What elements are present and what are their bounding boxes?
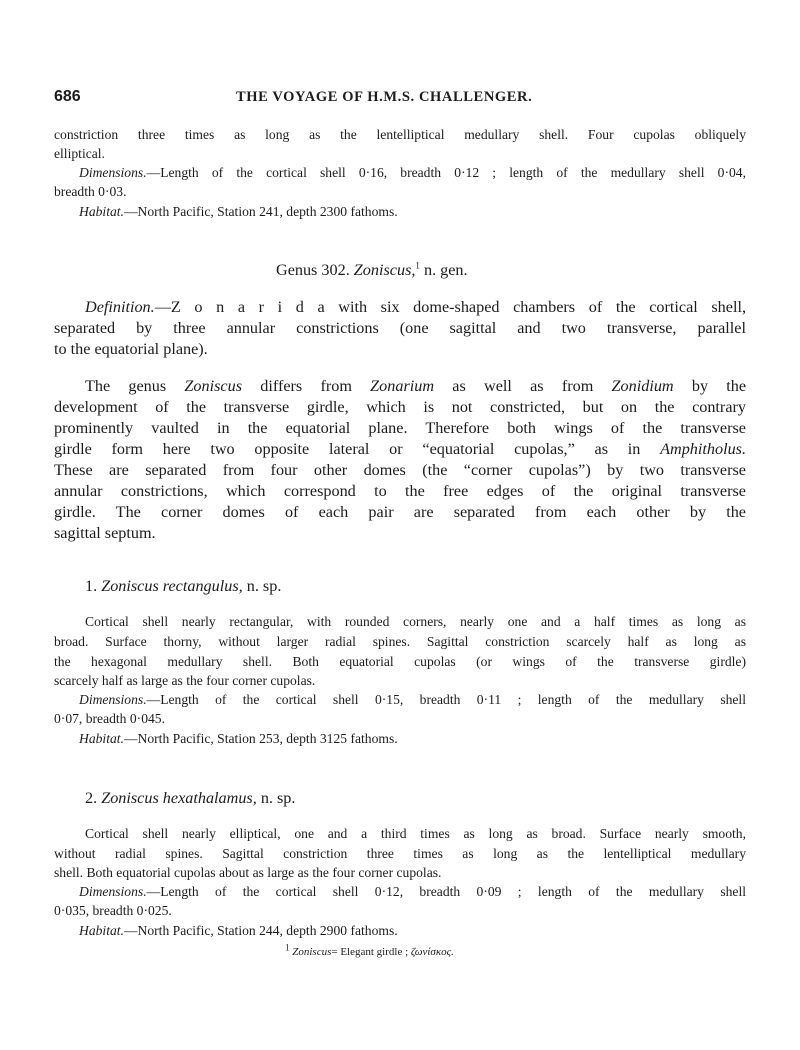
species-name: Zoniscus rectangulus,: [101, 577, 243, 595]
text-run: by the: [691, 377, 747, 395]
dimensions-text: —Length of the cortical shell 0·12, breadth 0·09 ; length of the medullary shell: [146, 884, 746, 899]
genus-paragraph-line-4: [54, 439, 746, 460]
taxon-zoniscus: Zoniscus: [184, 377, 242, 395]
genus-suffix: n. gen.: [423, 261, 468, 279]
definition-text: —Z o n a r i d a with six dome-shaped chambers of the cortical shell,: [154, 298, 746, 316]
running-title: THE VOYAGE OF H.M.S. CHALLENGER.: [236, 89, 533, 105]
text-run: as well as from: [452, 377, 594, 395]
taxon-zonarium: Zonarium: [370, 377, 435, 395]
taxon-zonidium: Zonidium: [611, 377, 674, 395]
species-number: 1.: [85, 577, 98, 595]
habitat-text: —North Pacific, Station 253, depth 3125 fathoms.: [123, 731, 398, 746]
genus-paragraph-line-1: [54, 376, 746, 397]
species-suffix: n. sp.: [246, 577, 282, 595]
footnote-term: Zoniscus: [292, 946, 332, 958]
carryover-dimensions-line-2: breadth 0·03.: [54, 184, 127, 199]
dimensions-label: Dimensions.: [79, 165, 147, 180]
species-number: 2.: [85, 789, 98, 807]
dimensions-label: Dimensions.: [79, 692, 147, 707]
species-2-line-2: without radial spines. Sagittal constriction three times as long as the lentelliptical medullary: [54, 846, 746, 861]
genus-paragraph-line-5: These are separated from four other domes (the “corner cupolas”) by two transverse: [54, 461, 746, 479]
dimensions-text: —Length of the cortical shell 0·16, breadth 0·12 ; length of the medullary shell 0·04,: [146, 165, 746, 180]
page-number: 686: [54, 88, 81, 105]
species-1-dimensions-line-1: [54, 690, 746, 709]
carryover-line-2: elliptical.: [54, 146, 105, 161]
genus-name: Zoniscus,: [353, 261, 416, 279]
text-run: differs from: [260, 377, 352, 395]
text-run: The genus: [85, 377, 167, 395]
species-2-line-1: Cortical shell nearly elliptical, one and a third times as long as broad. Surface nearly smooth,: [85, 826, 746, 841]
taxon-amphitholus: Amphitholus.: [660, 440, 747, 458]
footnote-marker: 1: [415, 260, 420, 271]
habitat-label: Habitat.: [79, 731, 124, 746]
species-1-line-2: broad. Surface thorny, without larger radial spines. Sagittal constriction scarcely half as long as: [54, 634, 746, 649]
habitat-label: Habitat.: [79, 923, 124, 938]
species-1-habitat: [54, 729, 746, 748]
carryover-dimensions-line-1: [54, 163, 746, 182]
definition-line-3: to the equatorial plane).: [54, 340, 208, 358]
species-2-line-3: shell. Both equatorial cupolas about as large as the four corner cupolas.: [54, 865, 442, 880]
species-2-habitat: [54, 921, 746, 940]
habitat-text: —North Pacific, Station 241, depth 2300 fathoms.: [123, 204, 398, 219]
genus-paragraph-line-7: girdle. The corner domes of each pair are separated from each other by the: [54, 503, 746, 521]
carryover-line-1: constriction three times as long as the lentelliptical medullary shell. Four cupolas obliquely: [54, 127, 746, 142]
genus-heading: [276, 260, 576, 281]
footnote: [285, 942, 454, 958]
species-1-dimensions-line-2: 0·07, breadth 0·045.: [54, 711, 165, 726]
footnote-text: = Elegant girdle ;: [331, 946, 409, 958]
dimensions-text: —Length of the cortical shell 0·15, breadth 0·11 ; length of the medullary shell: [146, 692, 746, 707]
genus-paragraph-line-6: annular constrictions, which correspond to the free edges of the original transverse: [54, 482, 746, 500]
dimensions-label: Dimensions.: [79, 884, 147, 899]
habitat-text: —North Pacific, Station 244, depth 2900 fathoms.: [123, 923, 398, 938]
carryover-habitat: [54, 202, 746, 221]
definition-label: Definition.: [85, 298, 155, 316]
species-2-heading: [85, 788, 295, 809]
genus-prefix: Genus 302.: [276, 261, 350, 279]
genus-paragraph-line-3: prominently vaulted in the equatorial plane. Therefore both wings of the transverse: [54, 419, 746, 437]
species-suffix: n. sp.: [260, 789, 296, 807]
footnote-greek: ζωνίσκος.: [410, 946, 454, 958]
species-name: Zoniscus hexathalamus,: [101, 789, 257, 807]
species-2-dimensions-line-2: 0·035, breadth 0·025.: [54, 903, 172, 918]
species-1-line-4: scarcely half as large as the four corner cupolas.: [54, 673, 316, 688]
definition-line-1: [54, 297, 746, 318]
species-1-heading: [85, 576, 281, 597]
text-run: girdle form here two opposite lateral or “equatorial cupolas,” as in: [54, 440, 641, 458]
footnote-number: 1: [285, 942, 290, 953]
genus-paragraph-line-2: development of the transverse girdle, which is not constricted, but on the contrary: [54, 398, 746, 416]
definition-line-2: separated by three annular constrictions (one sagittal and two transverse, parallel: [54, 319, 746, 337]
species-1-line-3: the hexagonal medullary shell. Both equatorial cupolas (or wings of the transverse girdle): [54, 654, 746, 669]
species-2-dimensions-line-1: [54, 882, 746, 901]
habitat-label: Habitat.: [79, 204, 124, 219]
species-1-line-1: Cortical shell nearly rectangular, with rounded corners, nearly one and a half times as long as: [85, 614, 746, 629]
genus-paragraph-line-8: sagittal septum.: [54, 524, 156, 542]
